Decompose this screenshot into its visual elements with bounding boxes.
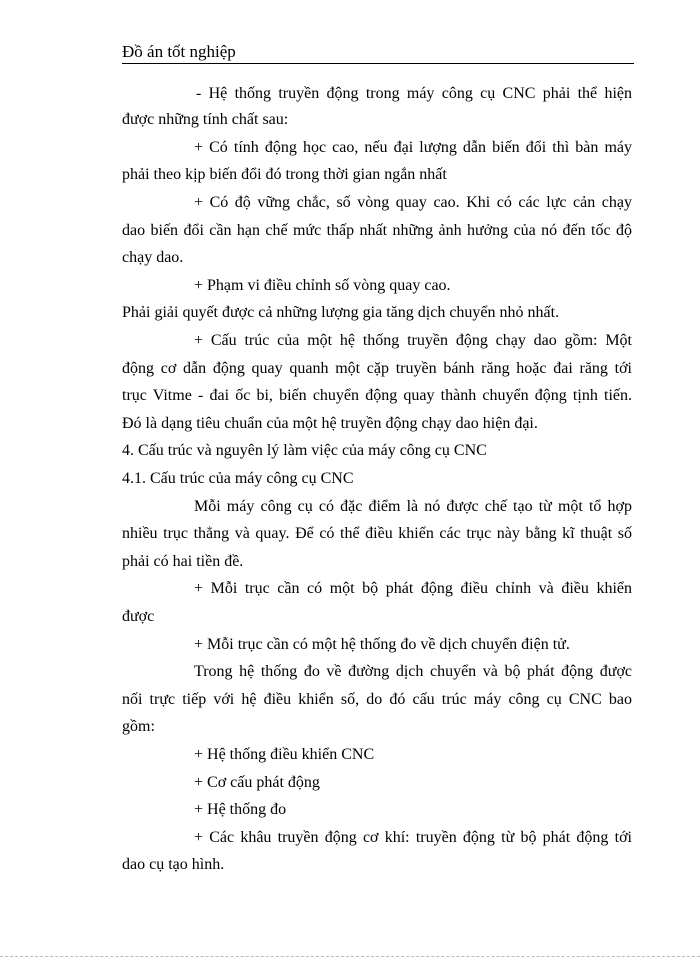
text-line: trục Vitme - đai ốc bi, biến chuyển động quay thành chuyển động tịnh tiến.: [122, 387, 632, 404]
text-line: + Có tính động học cao, nếu đại lượng dẫn biến đổi thì bàn máy: [194, 139, 632, 156]
text-line: + Có độ vững chắc, số vòng quay cao. Khi có các lực cản chạy: [194, 194, 632, 211]
text-line: + Phạm vi điều chỉnh số vòng quay cao.: [194, 277, 451, 294]
text-line: Trong hệ thống đo về đường dịch chuyển và bộ phát động được: [194, 663, 632, 680]
text-line: + Mỗi trục cần có một bộ phát động điều chỉnh và điều khiển: [194, 580, 632, 597]
text-line: Đó là dạng tiêu chuẩn của một hệ truyền động chạy dao hiện đại.: [122, 415, 538, 432]
text-line: chạy dao.: [122, 249, 184, 266]
text-line: được: [122, 608, 155, 625]
header-title: Đồ án tốt nghiệp: [122, 42, 236, 61]
text-line: động cơ dẫn động quay quanh một cặp truyền bánh răng hoặc đai răng tới: [122, 360, 632, 377]
text-line: Mỗi máy công cụ có đặc điểm là nó được chế tạo từ một tổ hợp: [194, 498, 632, 515]
text-line: gồm:: [122, 718, 155, 735]
subsection-heading: 4.1. Cấu trúc của máy công cụ CNC: [122, 470, 354, 487]
text-line: nối trực tiếp với hệ điều khiển số, do đó cấu trúc máy công cụ CNC bao: [122, 691, 632, 708]
list-item: + Cơ cấu phát động: [194, 774, 320, 791]
text-line: nhiều trục thẳng và quay. Để có thể điều khiển các trục này bằng kĩ thuật số: [122, 525, 632, 542]
text-line: phải có hai tiền đề.: [122, 553, 244, 570]
text-line: dao biến đổi cần hạn chế mức thấp nhất những ảnh hưởng của nó đến tốc độ: [122, 222, 632, 239]
section-heading: 4. Cấu trúc và nguyên lý làm việc của máy công cụ CNC: [122, 442, 487, 459]
text-line: dao cụ tạo hình.: [122, 856, 225, 873]
text-line: - Hệ thống truyền động trong máy công cụ CNC phải thể hiện: [196, 85, 632, 102]
text-line: được những tính chất sau:: [122, 111, 289, 128]
text-line: phải theo kịp biến đổi đó trong thời gian ngắn nhất: [122, 166, 447, 183]
list-item: + Hệ thống điều khiển CNC: [194, 746, 375, 763]
list-item: + Hệ thống đo: [194, 801, 287, 818]
page-bottom-edge: [0, 956, 700, 957]
list-item: + Các khâu truyền động cơ khí: truyền động từ bộ phát động tới: [194, 829, 632, 846]
text-line: + Cấu trúc của một hệ thống truyền động chạy dao gồm: Một: [194, 332, 632, 349]
header-divider: [122, 63, 634, 64]
text-line: Phải giải quyết được cả những lượng gia tăng dịch chuyển nhỏ nhất.: [122, 304, 560, 321]
text-line: + Mỗi trục cần có một hệ thống đo về dịch chuyển điện tử.: [194, 636, 570, 653]
